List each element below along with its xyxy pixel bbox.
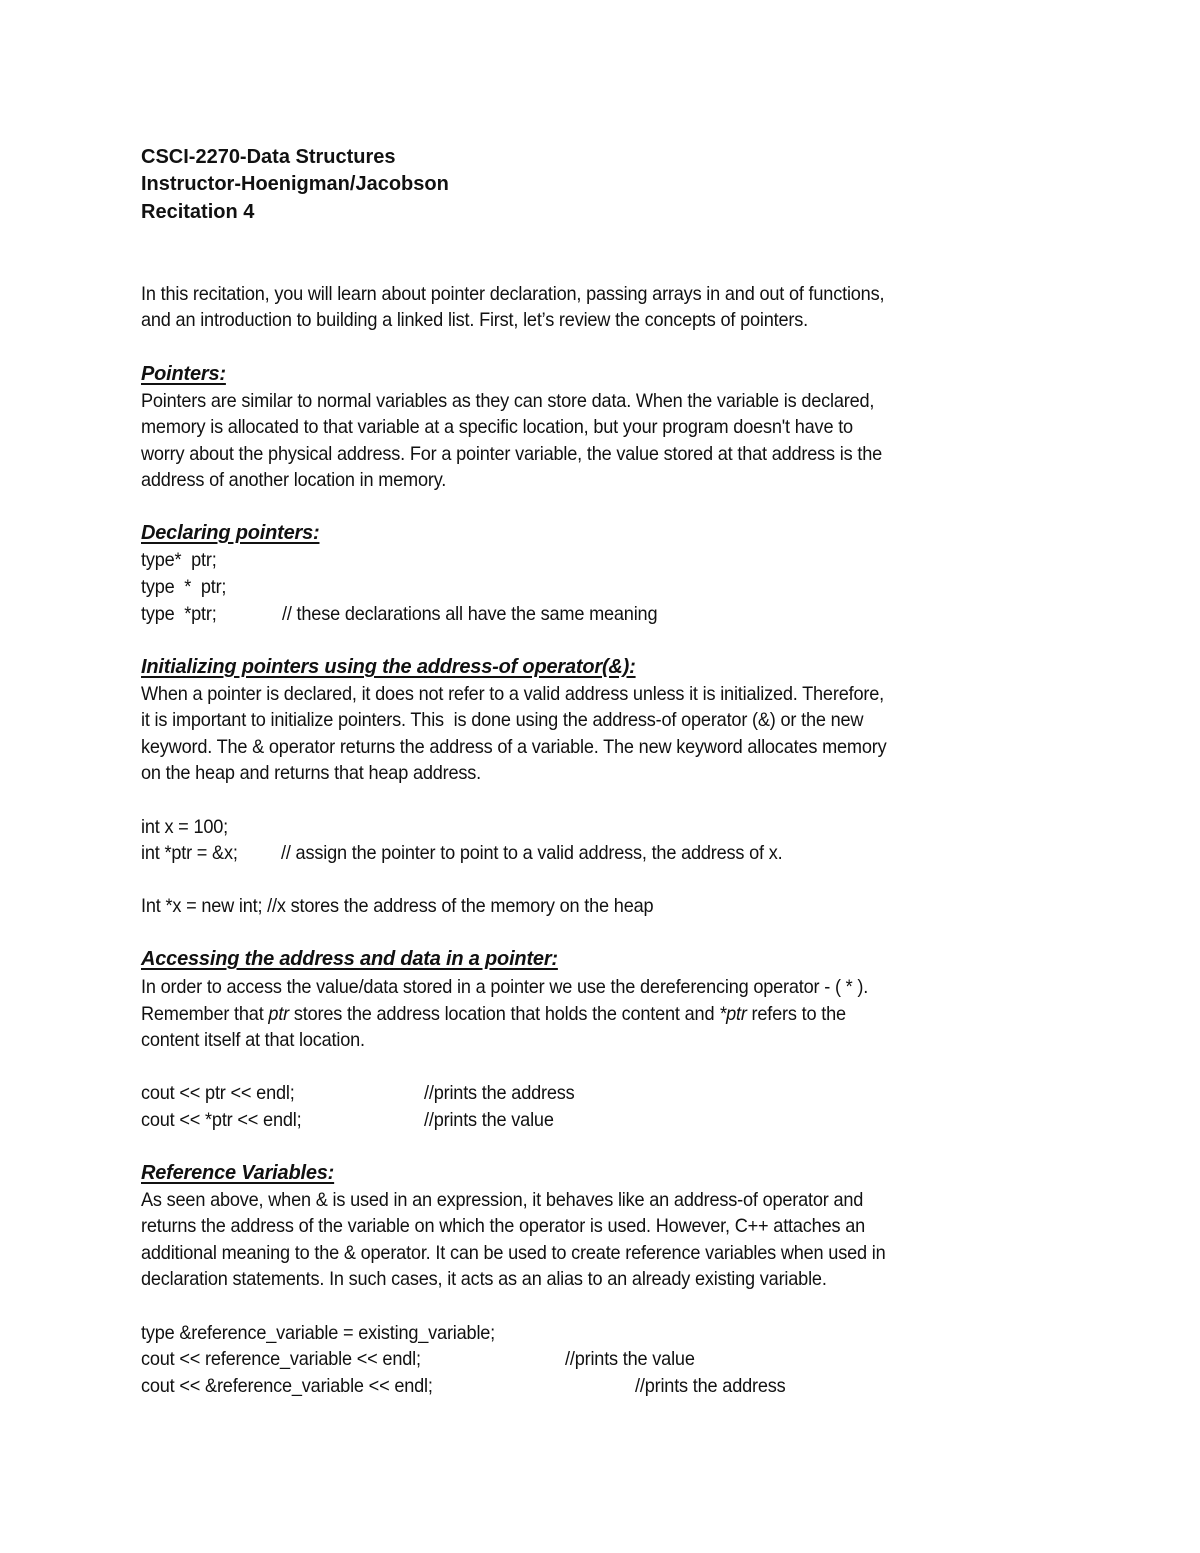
code-line: cout << reference_variable << endl;: [141, 1348, 421, 1370]
section-heading-pointers: Pointers:: [141, 363, 226, 385]
paragraph-line: When a pointer is declared, it does not refer to a valid address unless it is initialized. Therefore,: [141, 683, 884, 705]
code-line: cout << &reference_variable << endl;: [141, 1375, 433, 1397]
section-heading-accessing: Accessing the address and data in a pointer:: [141, 948, 558, 970]
code-line: int *ptr = &x;: [141, 842, 238, 864]
code-comment: //prints the value: [565, 1348, 695, 1370]
section-heading-reference: Reference Variables:: [141, 1162, 335, 1184]
paragraph-line: additional meaning to the & operator. It can be used to create reference variables when used in: [141, 1242, 886, 1264]
paragraph-line: on the heap and returns that heap address.: [141, 762, 482, 784]
text-run: stores the address location that holds the content and: [289, 1003, 720, 1025]
code-line: int x = 100;: [141, 816, 228, 838]
italic-ptr: ptr: [268, 1003, 290, 1025]
paragraph-line: address of another location in memory.: [141, 469, 447, 491]
code-line: type &reference_variable = existing_variable;: [141, 1322, 496, 1344]
code-line: cout << *ptr << endl;: [141, 1109, 302, 1131]
code-line: type * ptr;: [141, 576, 227, 598]
intro-line: In this recitation, you will learn about pointer declaration, passing arrays in and out of functions,: [141, 283, 885, 305]
code-comment: //prints the address: [424, 1082, 575, 1104]
code-comment: //prints the value: [424, 1109, 554, 1131]
course-title: CSCI-2270-Data Structures: [141, 146, 396, 168]
section-heading-declaring: Declaring pointers:: [141, 522, 320, 544]
paragraph-line: [141, 1001, 846, 1027]
code-comment: // these declarations all have the same meaning: [282, 603, 658, 625]
text-run: Remember that: [141, 1003, 269, 1025]
code-line: type* ptr;: [141, 549, 217, 571]
text-run: refers to the: [746, 1003, 846, 1025]
code-line: Int *x = new int; //x stores the address of the memory on the heap: [141, 895, 654, 917]
code-line: type *ptr;: [141, 603, 217, 625]
paragraph-line: worry about the physical address. For a pointer variable, the value stored at that address is the: [141, 443, 883, 465]
code-line: cout << ptr << endl;: [141, 1082, 295, 1104]
paragraph-line: As seen above, when & is used in an expression, it behaves like an address-of operator and: [141, 1189, 864, 1211]
paragraph-line: content itself at that location.: [141, 1029, 365, 1051]
paragraph-line: keyword. The & operator returns the address of a variable. The new keyword allocates memory: [141, 736, 887, 758]
code-comment: // assign the pointer to point to a valid address, the address of x.: [281, 842, 783, 864]
paragraph-line: it is important to initialize pointers. This is done using the address-of operator (&) or the new: [141, 709, 864, 731]
paragraph-line: In order to access the value/data stored in a pointer we use the dereferencing operator - ( * ).: [141, 976, 869, 998]
paragraph-line: memory is allocated to that variable at a specific location, but your program doesn't have to: [141, 416, 853, 438]
paragraph-line: declaration statements. In such cases, it acts as an alias to an already existing variable.: [141, 1268, 827, 1290]
intro-line: and an introduction to building a linked list. First, let’s review the concepts of pointers.: [141, 309, 809, 331]
instructor-line: Instructor-Hoenigman/Jacobson: [141, 173, 449, 195]
italic-star-ptr: *ptr: [719, 1003, 747, 1025]
recitation-title: Recitation 4: [141, 201, 255, 223]
paragraph-line: returns the address of the variable on which the operator is used. However, C++ attaches an: [141, 1215, 866, 1237]
code-comment: //prints the address: [635, 1375, 786, 1397]
paragraph-line: Pointers are similar to normal variables as they can store data. When the variable is declared,: [141, 390, 875, 412]
section-heading-initializing: Initializing pointers using the address-of operator(&):: [141, 656, 636, 678]
